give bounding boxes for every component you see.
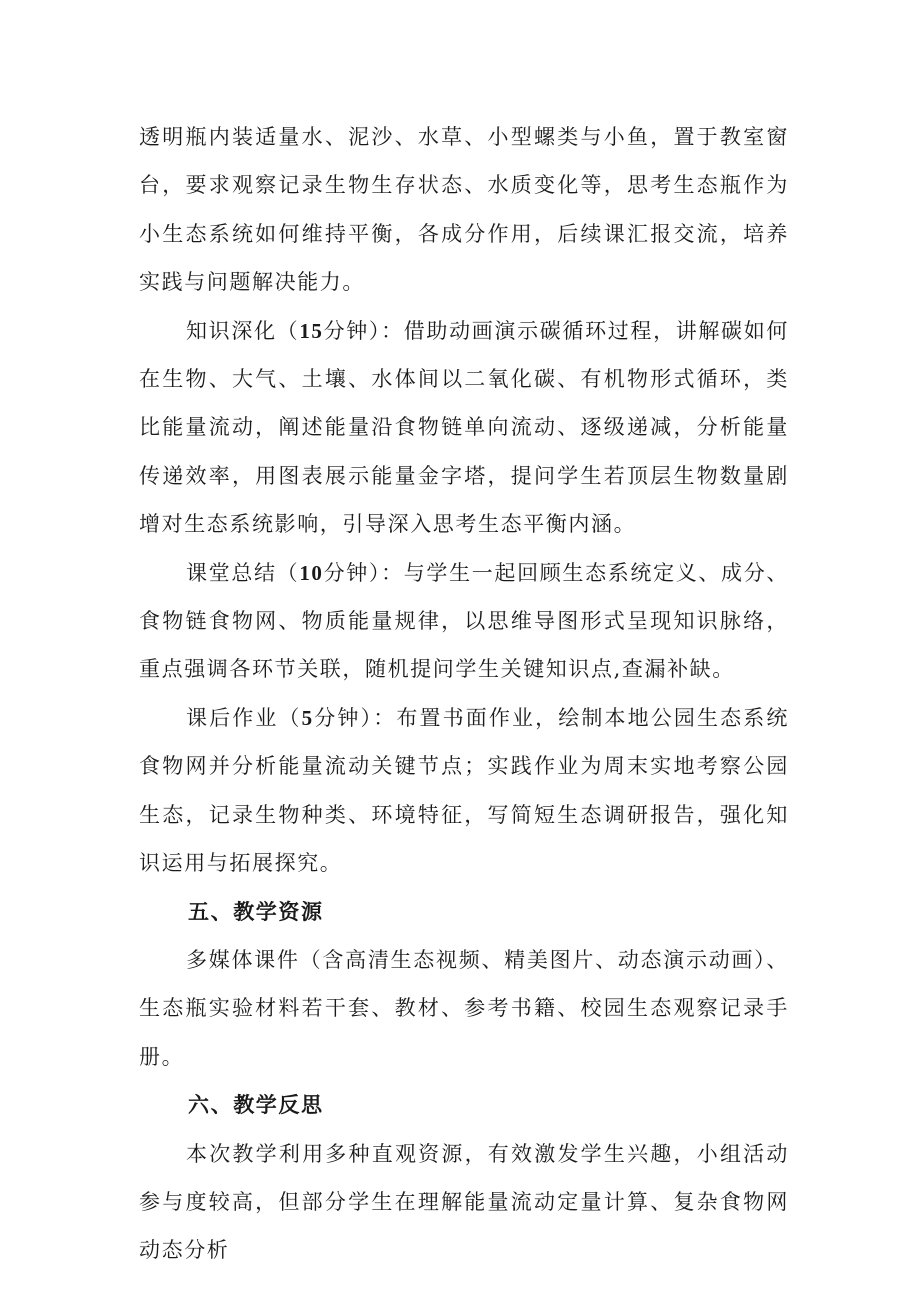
paragraph-body: ：布置书面作业，绘制本地公园生态系统食物网并分析能量流动关键节点；实践作业为周末实地考察公园生态，记录生物种类、环境特征，写简短生态调研报告，强化知识运用与拓展探究。 bbox=[139, 705, 789, 876]
section-heading-teaching-reflection: 六、教学反思 bbox=[188, 1092, 324, 1118]
paragraph-body: ：借助动画演示碳循环过程，讲解碳如何在生物、大气、土壤、水体间以二氧化碳、有机物形式循环，类比能量流动，阐述能量沿食物链单向流动、逐级递减，分析能量传递效率，用图表展示能量金字塔，提问学生若顶层生物数量剧增对生态系统影响，引导深入思考生态平衡内涵。 bbox=[139, 318, 789, 537]
paragraph-lead-b: 分钟） bbox=[313, 705, 374, 730]
paragraph-lead-a: 知识深化（ bbox=[186, 318, 300, 343]
duration-number: 10 bbox=[299, 560, 324, 585]
section-heading-teaching-resources: 五、教学资源 bbox=[188, 898, 324, 924]
duration-number: 5 bbox=[301, 705, 314, 730]
paragraph-body: ：与学生一起回顾生态系统定义、成分、食物链食物网、物质能量规律，以思维导图形式呈现知识脉络，重点强调各环节关联，随机提问学生关键知识点,查漏补缺。 bbox=[139, 560, 789, 682]
paragraph-knowledge-deepening bbox=[139, 307, 789, 549]
paragraph-teaching-reflection: 本次教学利用多种直观资源，有效激发学生兴趣，小组活动参与度较高，但部分学生在理解能量流动定量计算、复杂食物网动态分析 bbox=[139, 1141, 789, 1263]
paragraph-teaching-resources: 多媒体课件（含高清生态视频、精美图片、动态演示动画）、生态瓶实验材料若干套、教材、参考书籍、校园生态观察记录手册。 bbox=[139, 947, 789, 1069]
paragraph-homework bbox=[139, 694, 789, 888]
document-body bbox=[139, 113, 789, 1275]
paragraph-lead-a: 课后作业（ bbox=[186, 705, 302, 730]
duration-number: 15 bbox=[299, 318, 324, 343]
paragraph-lead-b: 分钟） bbox=[323, 560, 382, 585]
paragraph-lead-a: 课堂总结（ bbox=[186, 560, 300, 585]
paragraph-ecobottle-activity: 透明瓶内装适量水、泥沙、水草、小型螺类与小鱼，置于教室窗台，要求观察记录生物生存状态、水质变化等，思考生态瓶作为小生态系统如何维持平衡，各成分作用，后续课汇报交流，培养实践与问题解决能力。 bbox=[139, 125, 789, 295]
paragraph-lead-b: 分钟） bbox=[323, 318, 382, 343]
paragraph-class-summary bbox=[139, 549, 789, 694]
